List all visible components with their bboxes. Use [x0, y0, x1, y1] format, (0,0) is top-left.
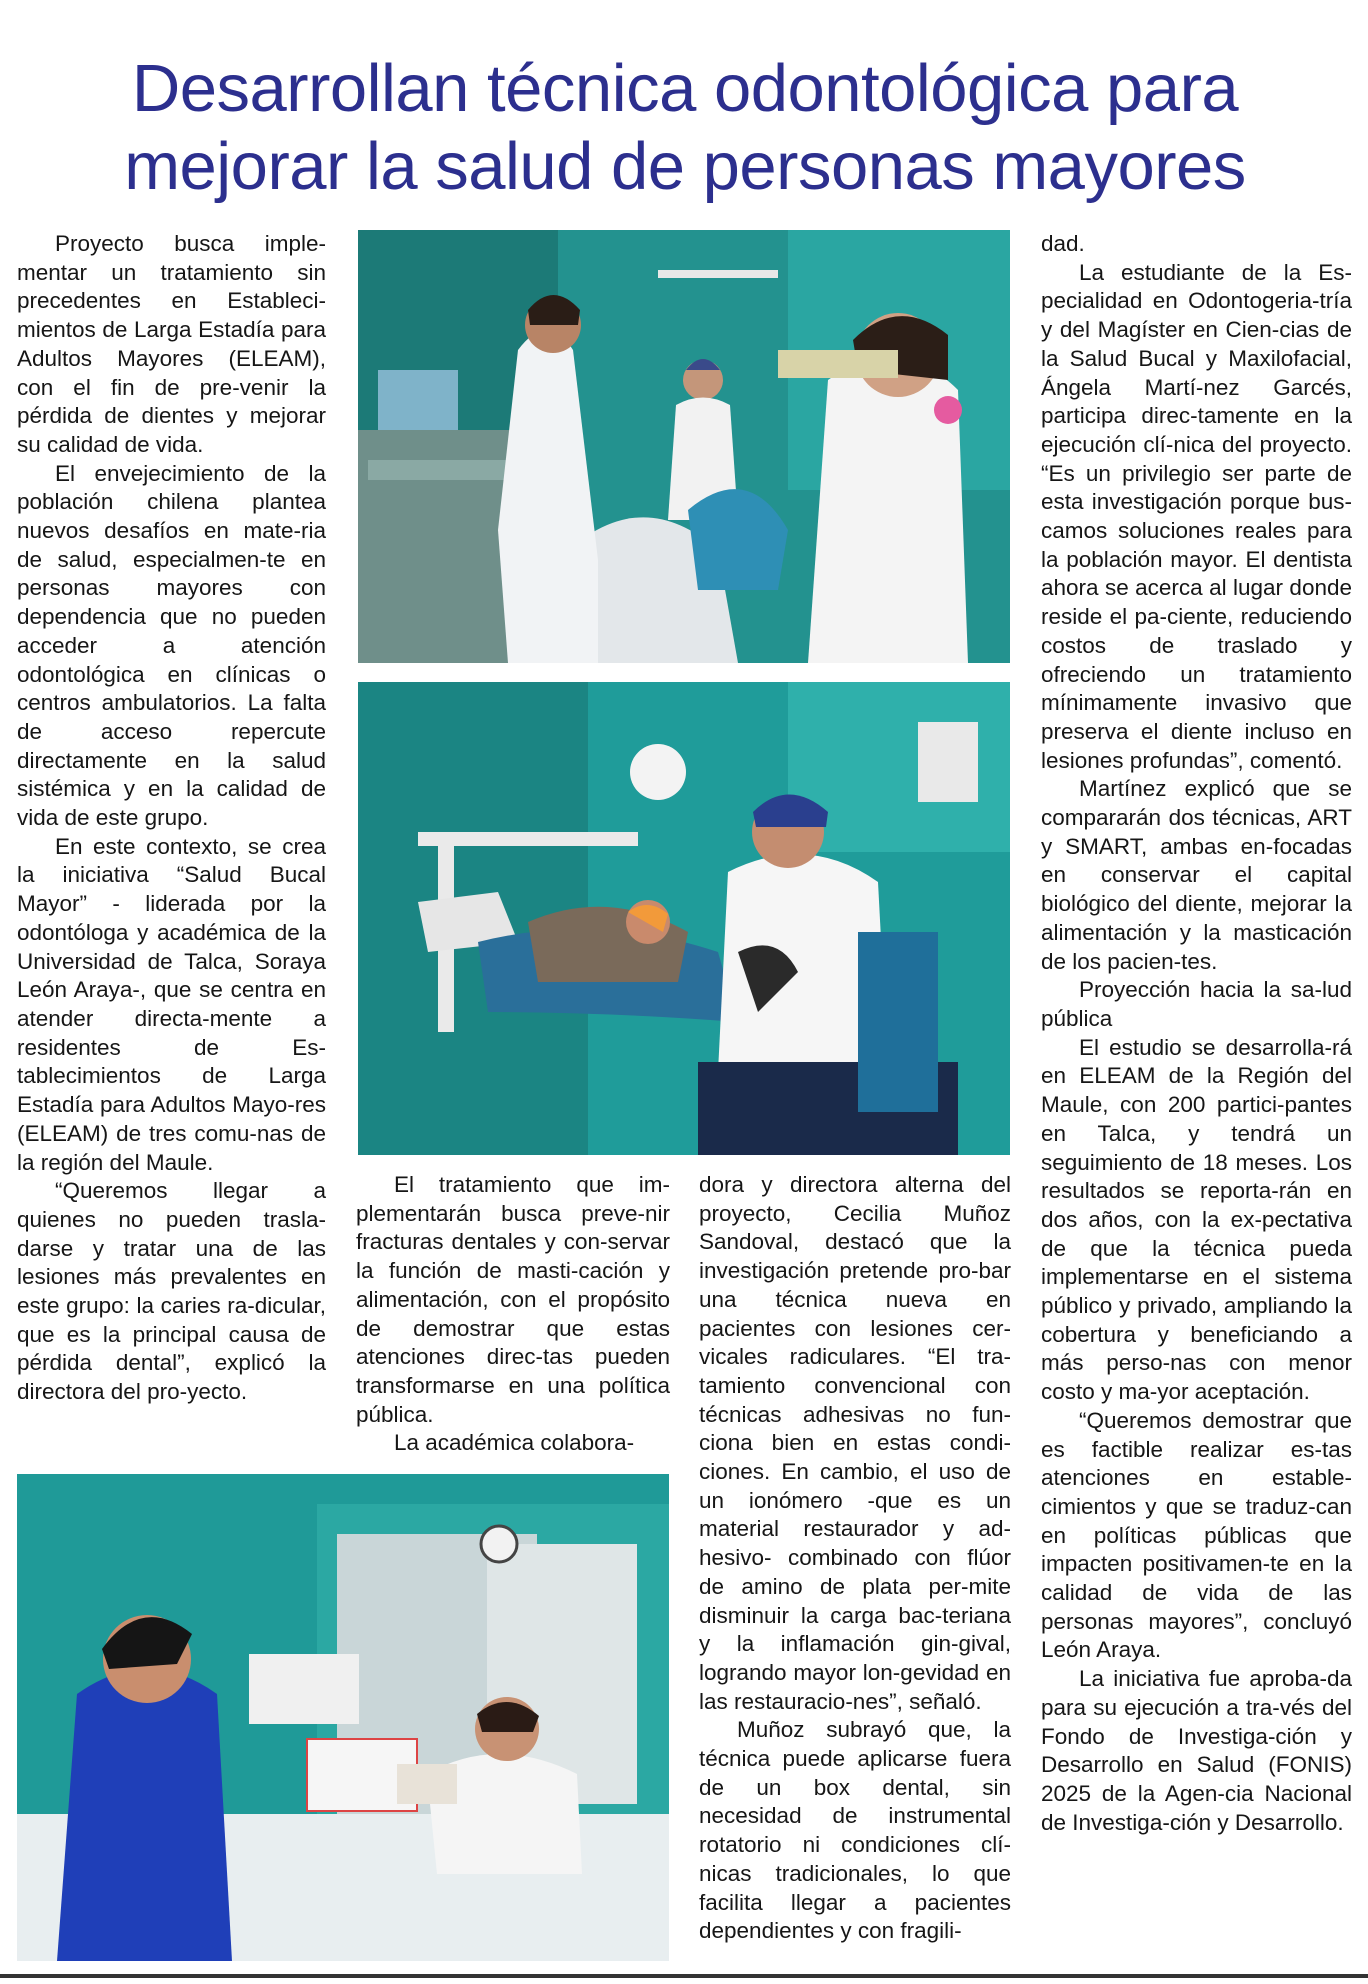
- subheading: Proyección hacia la sa-lud pública: [1041, 977, 1352, 1031]
- bottom-rule: [0, 1974, 1368, 1978]
- paragraph: La iniciativa fue aproba-da para su ejecución a tra-vés del Fondo de Investiga-ción y Desarrollo en Salud (FONIS) 2025 de la Agen-cia Nacional de Investiga-ción y Desarrollo.: [1041, 1666, 1352, 1835]
- paragraph: El envejecimiento de la población chilena plantea nuevos desafíos en mate-ria de salud, especialmen-te en personas mayores con dependencia que no pueden acceder a atención odontológica en clínicas o centros ambulatorios. La falta de acceso repercute directamente en la salud sistémica y en la calidad de vida de este grupo.: [17, 460, 326, 831]
- paragraph: En este contexto, se crea la iniciativa “Salud Bucal Mayor” - liderada por la odontóloga y académica de la Universidad de Talca, Soraya León Araya-, que se centra en atender directa-mente a residentes de Es-tablecimientos de Larga Estadía para Adultos Mayo-res (ELEAM) de tres comu-nas de la región del Maule.: [17, 833, 326, 1175]
- paragraph: “Queremos demostrar que es factible realizar es-tas atenciones en estable-cimientos y que se traduz-can en políticas públicas que impacten positivamen-te en la calidad de vida de las personas mayores”, concluyó León Araya.: [1041, 1407, 1352, 1663]
- paragraph: dad.: [1041, 231, 1085, 256]
- paragraph: Martínez explicó que se compararán dos técnicas, ART y SMART, ambas en-focadas en conservar el capital biológico del diente, mejorar la alimentación y la masticación de los pacien-tes.: [1041, 776, 1352, 974]
- photo-dental-treatment: [358, 682, 1010, 1155]
- paragraph: dora y directora alterna del proyecto, Cecilia Muñoz Sandoval, destacó que la investigación pretende pro-bar una técnica nueva en pacientes con lesiones cer-vicales radiculares. “El tra-tamiento convencional con técnicas adhesivas no fun-ciona bien en estas condi-ciones. En cambio, el uso de un ionómero -que es un material restaurador y ad-hesivo- combinado con flúor de amino de plata per-mite disminuir la carga bac-teriana y la inflamación gin-gival, logrando mayor lon-gevidad en las restauracio-nes”, señaló.: [699, 1172, 1011, 1714]
- paragraph: El tratamiento que im-plementarán busca preve-nir fracturas dentales y con-servar la función de masti-cación y alimentación, con el propósito de demostrar que estas atenciones direc-tas pueden transformarse en una política pública.: [356, 1172, 670, 1427]
- article-column-3: [699, 1171, 1011, 1946]
- article-column-1: [17, 230, 326, 1407]
- headline: Desarrollan técnica odontológica para mejorar la salud de personas mayores: [124, 51, 1246, 204]
- paragraph: La académica colabora-: [394, 1430, 635, 1456]
- paragraph: La estudiante de la Es-pecialidad en Odontogeria-tría y del Magíster en Cien-cias de la Salud Bucal y Maxilofacial, Ángela Martí-nez Garcés, participa direc-tamente en la ejecución clí-nica del proyecto. “Es un privilegio ser parte de esta investigación porque bus-camos soluciones reales para la población mayor. El dentista ahora se acerca al lugar donde reside el pa-ciente, reduciendo costos de traslado y ofreciendo un tratamiento mínimamente invasivo que preserva el diente incluso en lesiones profundas”, comentó.: [1041, 259, 1352, 773]
- paragraph: “Queremos llegar a quienes no pueden trasla-darse y tratar una de las lesiones más prevalentes en este grupo: la caries ra-dicular, que es la principal causa de pérdida dental”, explicó la directora del pro-yecto.: [17, 1178, 326, 1405]
- paragraph: El estudio se desarrolla-rá en ELEAM de la Región del Maule, con 200 partici-pantes en Talca, y tendrá un seguimiento de 18 meses. Los resultados se reporta-rán en dos años, con la ex-pectativa de que la técnica pueda implementarse en el sistema público y privado, ampliando la cobertura y beneficiando a más perso-nas con menor costo y ma-yor aceptación.: [1041, 1034, 1352, 1405]
- photo-dental-team: [358, 230, 1010, 663]
- article-column-4: [1041, 230, 1352, 1837]
- paragraph: Proyecto busca imple-mentar un tratamiento sin precedentes en Estableci-mientos de Larga Estadía para Adultos Mayores (ELEAM), con el fin de pre-venir la pérdida de dientes y mejorar su calidad de vida.: [17, 231, 326, 457]
- article-column-2: [356, 1171, 670, 1458]
- paragraph: Muñoz subrayó que, la técnica puede aplicarse fuera de un box dental, sin necesidad de instrumental rotatorio ni condiciones clí-nicas tradicionales, lo que facilita llegar a pacientes dependientes y con fragili-: [699, 1717, 1011, 1944]
- photo-supplies-handover: [17, 1474, 669, 1961]
